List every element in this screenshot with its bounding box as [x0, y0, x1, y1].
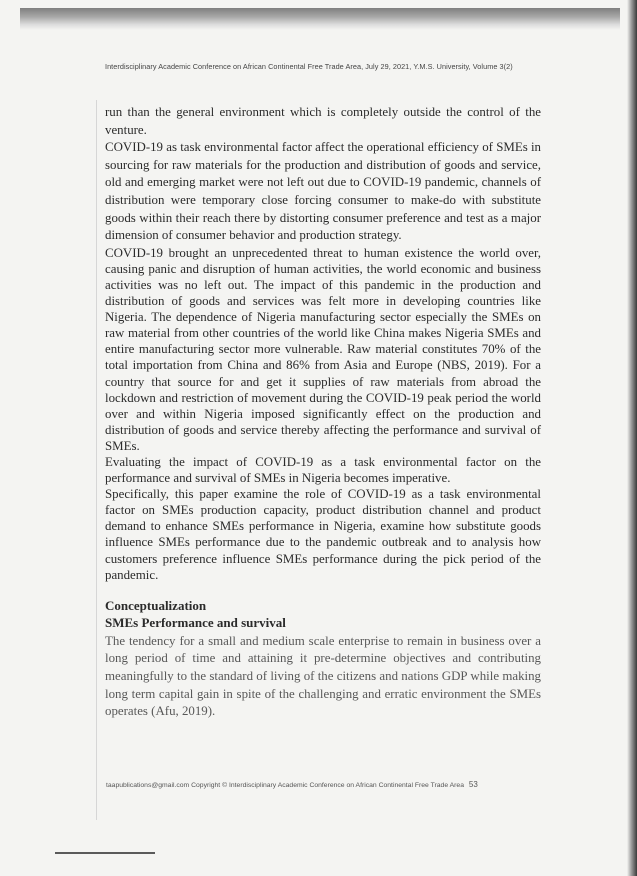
paragraph-covid-threat: COVID-19 brought an unprecedented threat to human existence the world over, causing panic and disruption of human activities, the world economic and business activities was no left out. The impact of this pandemic in the production and distribution of goods and services was felt more in developing countries like Nigeria. The dependence of Nigeria manufacturing sector especially the SMEs on raw material from other countries of the world like China makes Nigeria SMEs and entire manufacturing sector more vulnerable. Raw material constitutes 70% of the total importation from China and 86% from Asia and Europe (NBS, 2019). For a country that source for and get it supplies of raw materials from abroad the lockdown and restriction of movement during the COVID-19 peak period the world over and within Nigeria imposed significantly effect on the production and distribution of goods and service thereby affecting the performance and survival of SMEs.: [105, 245, 541, 453]
paragraph-covid-task-factor: COVID-19 as task environmental factor affect the operational efficiency of SMEs in sourcing for raw materials for the production and distribution of goods and service, old and emerging market were not left out due to COVID-19 pandemic, channels of distribution were temporary close forcing consumer to make-do with substitute goods within their reach there by distorting consumer preference and test as a major dimension of consumer behavior and production strategy.: [105, 140, 541, 243]
paragraph-smes-definition: The tendency for a small and medium scale enterprise to remain in business over a long period of time and attaining it pre-determine objectives and contributing meaningfully to the standard of living of the citizens and nations GDP while making long term capital gain in spite of the challenging and erratic environment the SMEs operates (Afu, 2019).: [105, 633, 541, 719]
paragraph-continuation: run than the general environment which is completely outside the control of the venture.: [105, 105, 541, 137]
paragraph-objectives: Specifically, this paper examine the role of COVID-19 as a task environmental factor on SMEs production capacity, product distribution channel and product demand to enhance SMEs performance in Nigeria, examine how substitute goods influence SMEs performance due to the pandemic outbreak and to analysis how customers preference influence SMEs performance during the pick period of the pandemic.: [105, 487, 541, 582]
page-number: 53: [468, 780, 478, 789]
scan-margin-line: [96, 100, 97, 820]
bottom-rule: [55, 852, 155, 854]
heading-smes-performance: SMEs Performance and survival: [105, 614, 286, 630]
paragraph-evaluating: Evaluating the impact of COVID-19 as a task environmental factor on the performance and survival of SMEs in Nigeria becomes imperative.: [105, 454, 541, 486]
page-body: [105, 104, 541, 721]
page-footer: [106, 780, 546, 789]
heading-conceptualization: Conceptualization: [105, 597, 207, 613]
footer-copyright: taapublications@gmail.com Copyright © Interdisciplinary Academic Conference on African Continental Free Trade Area: [106, 782, 464, 789]
scan-shadow-right: [627, 0, 637, 876]
running-header: Interdisciplinary Academic Conference on African Continental Free Trade Area, July 29, 2021, Y.M.S. University, Volume 3(2): [105, 62, 513, 71]
scan-shadow-top: [20, 8, 620, 30]
